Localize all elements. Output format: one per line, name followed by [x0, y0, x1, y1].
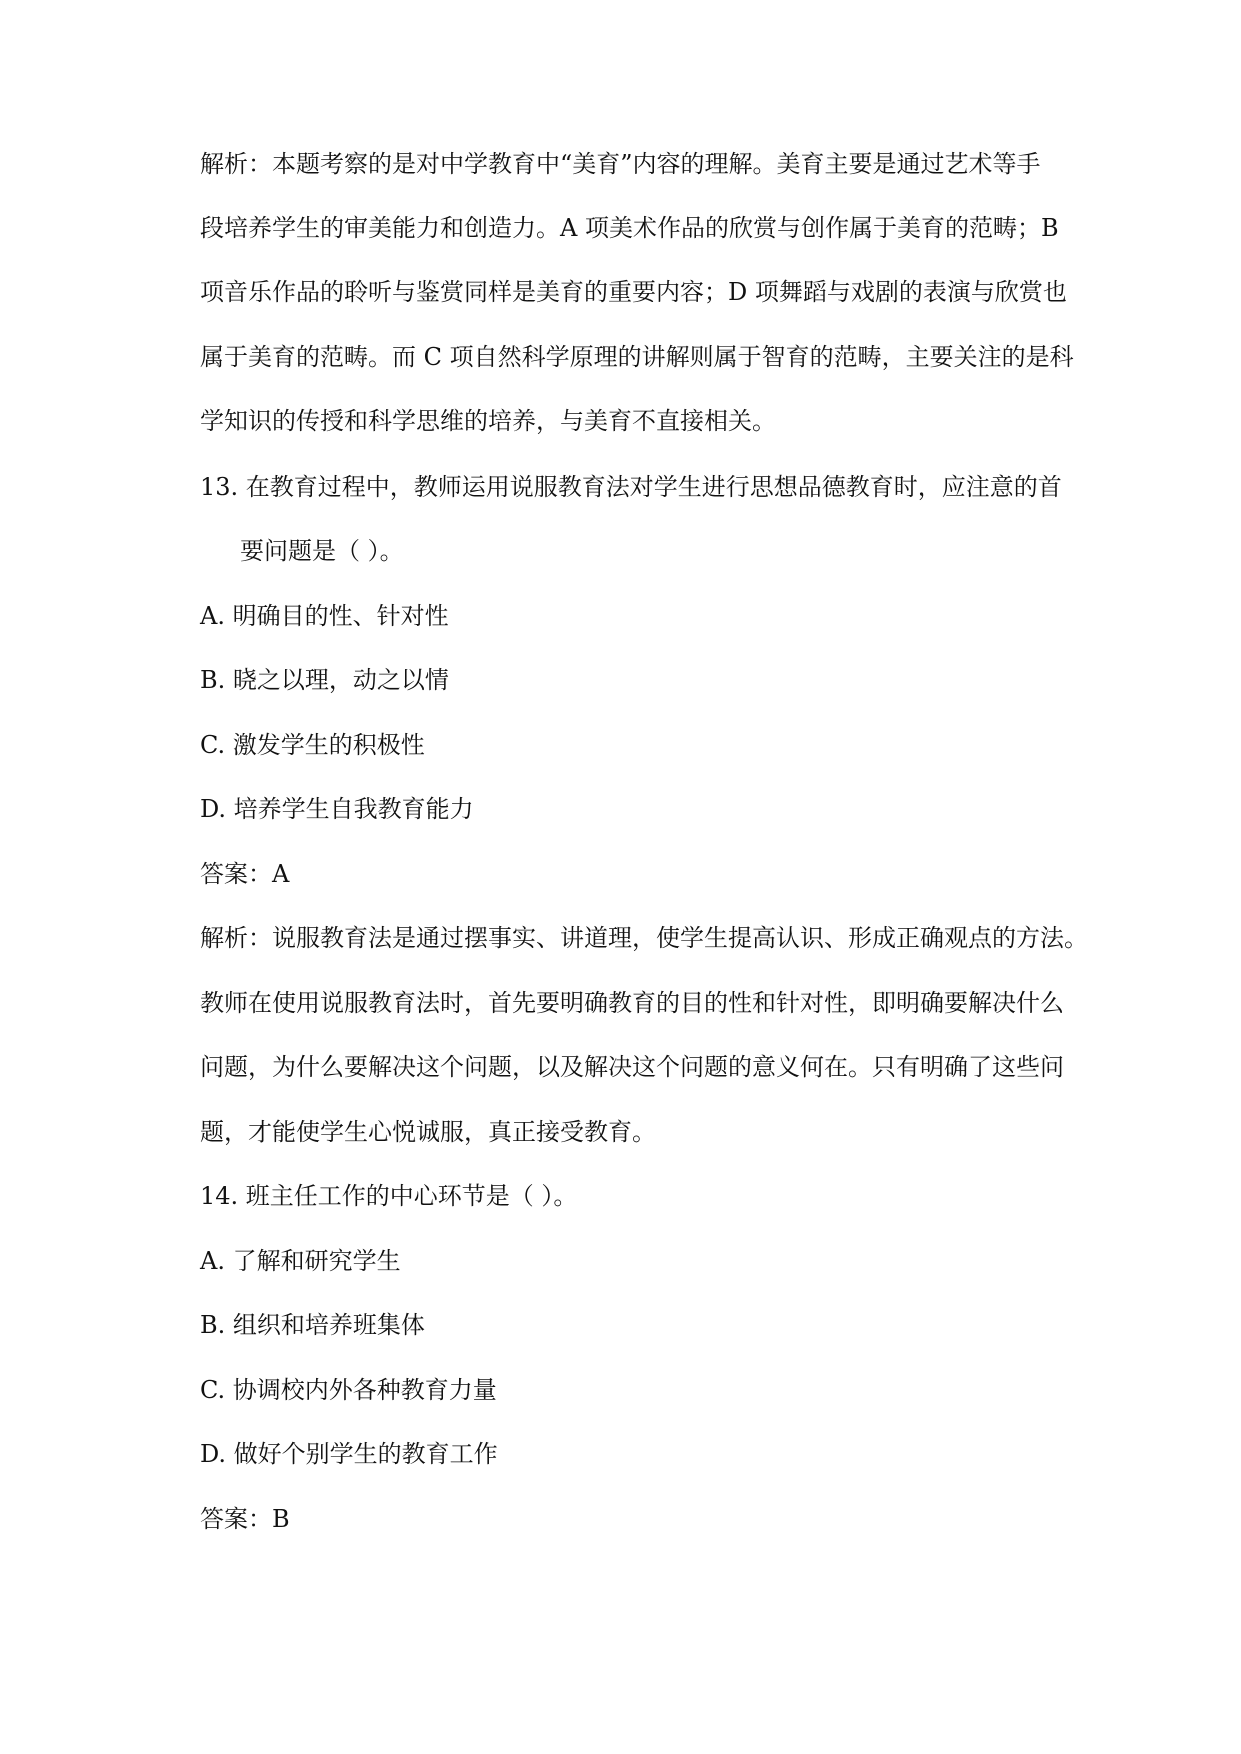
analysis-13-line-4: 题，才能使学生心悦诚服，真正接受教育。 — [200, 1118, 656, 1146]
question-14-option-b: B. 组织和培养班集体 — [200, 1311, 425, 1339]
question-14-option-a: A. 了解和研究学生 — [200, 1247, 401, 1275]
question-13-option-a: A. 明确目的性、针对性 — [200, 602, 449, 630]
analysis-12-line-5: 学知识的传授和科学思维的培养，与美育不直接相关。 — [200, 407, 776, 435]
question-13-option-d: D. 培养学生自我教育能力 — [200, 795, 474, 823]
question-14-answer: 答案：B — [200, 1505, 290, 1533]
question-14-option-d: D. 做好个别学生的教育工作 — [200, 1440, 498, 1468]
question-14-stem: 14. 班主任工作的中心环节是（ ）。 — [200, 1182, 578, 1210]
question-13-option-c: C. 激发学生的积极性 — [200, 731, 425, 759]
question-14-option-c: C. 协调校内外各种教育力量 — [200, 1376, 497, 1404]
analysis-13-line-2: 教师在使用说服教育法时，首先要明确教育的目的性和针对性，即明确要解决什么 — [200, 989, 1064, 1017]
analysis-12-line-3: 项音乐作品的聆听与鉴赏同样是美育的重要内容；D 项舞蹈与戏剧的表演与欣赏也 — [200, 278, 1067, 306]
question-13-option-b: B. 晓之以理，动之以情 — [200, 666, 449, 694]
question-13-stem-line-2: 要问题是（ ）。 — [240, 537, 404, 565]
analysis-13-line-1: 解析：说服教育法是通过摆事实、讲道理，使学生提高认识、形成正确观点的方法。 — [200, 924, 1088, 952]
analysis-12-line-2: 段培养学生的审美能力和创造力。A 项美术作品的欣赏与创作属于美育的范畴；B — [200, 214, 1059, 242]
analysis-13-line-3: 问题，为什么要解决这个问题，以及解决这个问题的意义何在。只有明确了这些问 — [200, 1053, 1064, 1081]
analysis-12-line-1: 解析：本题考察的是对中学教育中“美育”内容的理解。美育主要是通过艺术等手 — [200, 150, 1041, 178]
question-13-stem-line-1: 13. 在教育过程中，教师运用说服教育法对学生进行思想品德教育时，应注意的首 — [200, 473, 1062, 501]
analysis-12-line-4: 属于美育的范畴。而 C 项自然科学原理的讲解则属于智育的范畴，主要关注的是科 — [200, 343, 1074, 371]
question-13-answer: 答案：A — [200, 860, 290, 888]
